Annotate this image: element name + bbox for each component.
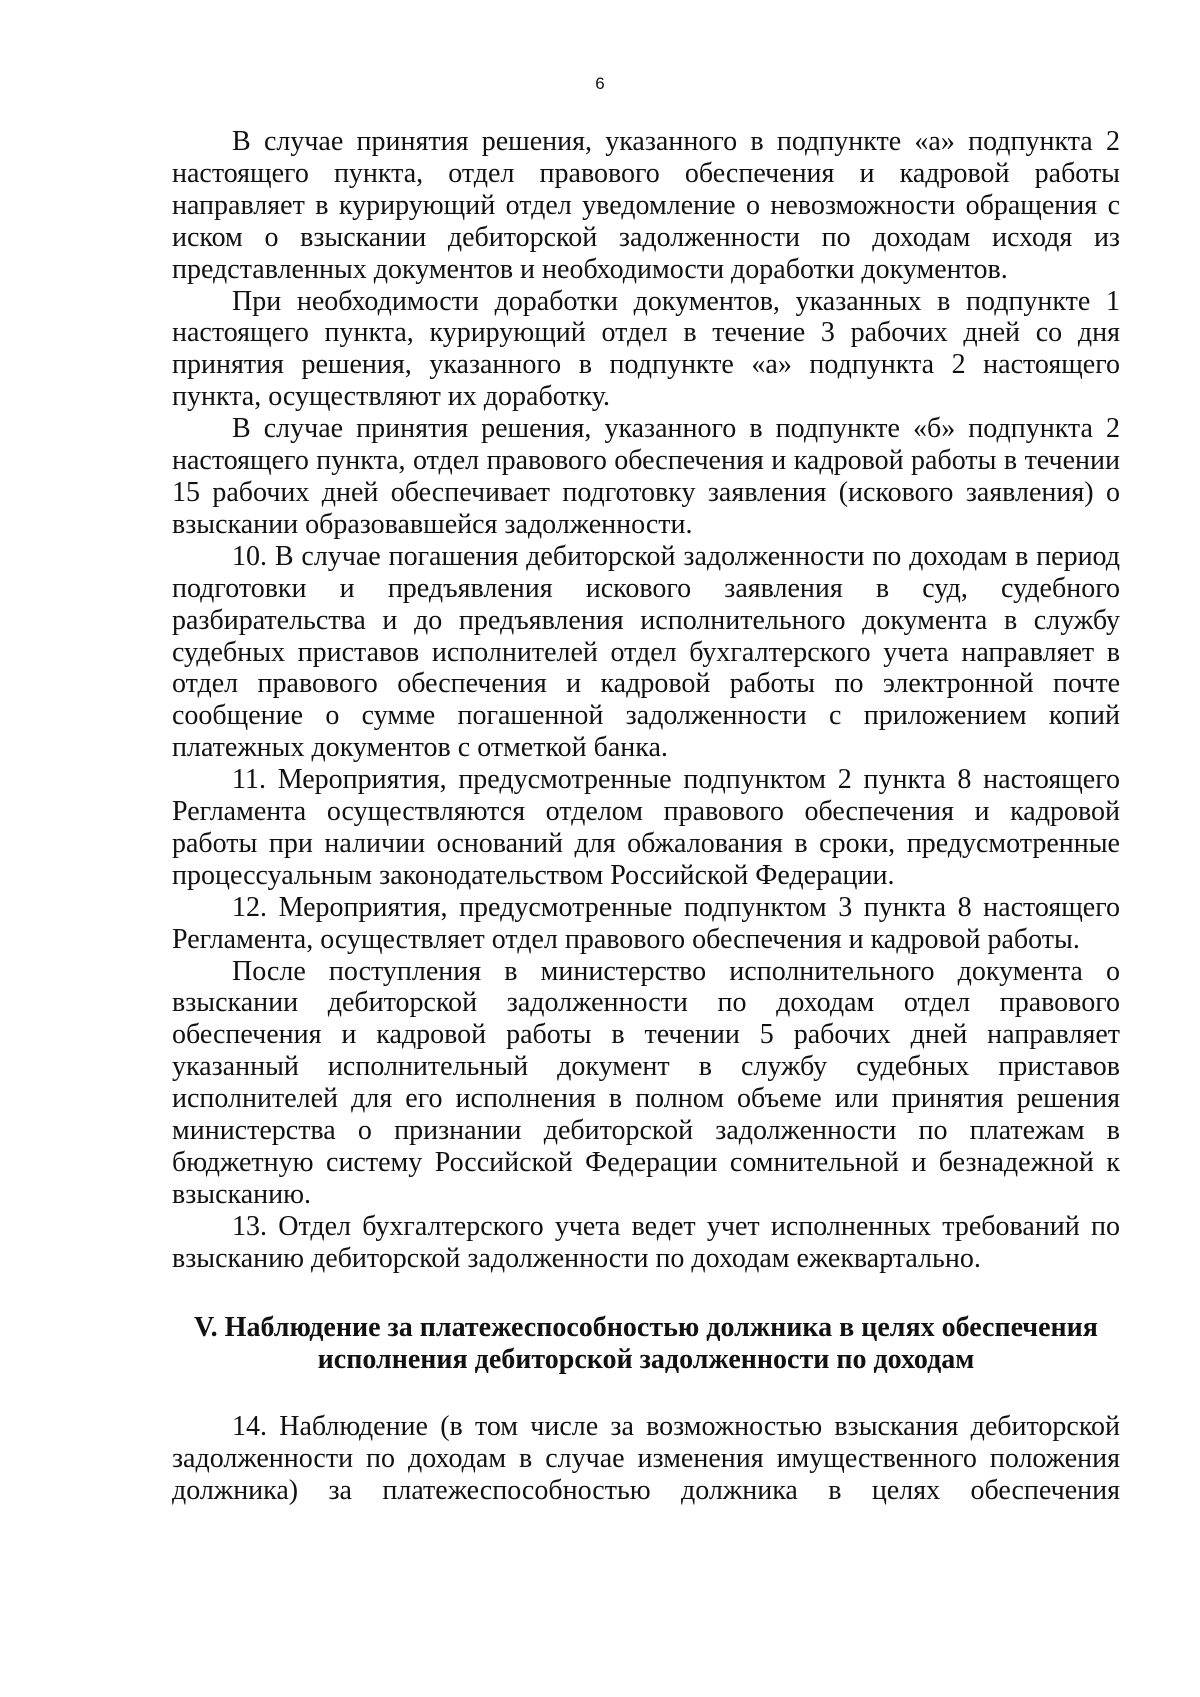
page-number: 6 [595, 74, 605, 93]
paragraph-item-11: 11. Мероприятия, предусмотренные подпунктом 2 пункта 8 настоящего Регламента осуществляются отделом правового обеспечения и кадровой работы при наличии оснований для обжалования в сроки, предусмотренные процессуальным законодательством Российской Федерации. [172, 764, 1120, 891]
paragraph-claim-preparation: В случае принятия решения, указанного в подпункте «б» подпункта 2 настоящего пункта, отдел правового обеспечения и кадровой работы в течении 15 рабочих дней обеспечивает подготовку заявления (искового заявления) о взыскании образовавшейся задолженности. [172, 413, 1120, 540]
paragraph-enforcement-document: После поступления в министерство исполнительного документа о взыскании дебиторской задолженности по доходам отдел правового обеспечения и кадровой работы в течении 5 рабочих дней направляет указанный исполнительный документ в службу судебных приставов исполнителей для его исполнения в полном объеме или принятия решения министерства о признании дебиторской задолженности по платежам в бюджетную систему Российской Федерации сомнительной и безнадежной к взысканию. [172, 955, 1120, 1210]
paragraph-item-14: 14. Наблюдение (в том числе за возможностью взыскания дебиторской задолженности по доходам в случае изменения имущественного положения должника) за платежеспособностью должника в целях обеспечения [172, 1411, 1120, 1507]
section-heading-line-1: V. Наблюдение за платежеспособностью должника в целях обеспечения [194, 1311, 1098, 1343]
paragraph-item-10: 10. В случае погашения дебиторской задолженности по доходам в период подготовки и предъявления искового заявления в суд, судебного разбирательства и до предъявления исполнительного документа в службу судебных приставов исполнителей отдел бухгалтерского учета направляет в отдел правового обеспечения и кадровой работы по электронной почте сообщение о сумме погашенной задолженности с приложением копий платежных документов с отметкой банка. [172, 540, 1120, 764]
paragraph-document-rework: При необходимости доработки документов, указанных в подпункте 1 настоящего пункта, курирующий отдел в течение 3 рабочих дней со дня принятия решения, указанного в подпункте «а» подпункта 2 настоящего пункта, осуществляют их доработку. [172, 285, 1120, 413]
section-heading [172, 1312, 1120, 1376]
paragraph-item-12: 12. Мероприятия, предусмотренные подпунктом 3 пункта 8 настоящего Регламента, осуществляет отдел правового обеспечения и кадровой работы. [172, 891, 1120, 955]
paragraph-refusal-notice: В случае принятия решения, указанного в подпункте «а» подпункта 2 настоящего пункта, отдел правового обеспечения и кадровой работы направляет в курирующий отдел уведомление о невозможности обращения с иском о взыскании дебиторской задолженности по доходам исходя из представленных документов и необходимости доработки документов. [172, 126, 1120, 285]
section-heading-line-2: исполнения дебиторской задолженности по доходам [317, 1343, 975, 1375]
paragraph-item-13: 13. Отдел бухгалтерского учета ведет учет исполненных требований по взысканию дебиторской задолженности по доходам ежеквартально. [172, 1210, 1120, 1274]
document-body [172, 126, 1120, 1507]
